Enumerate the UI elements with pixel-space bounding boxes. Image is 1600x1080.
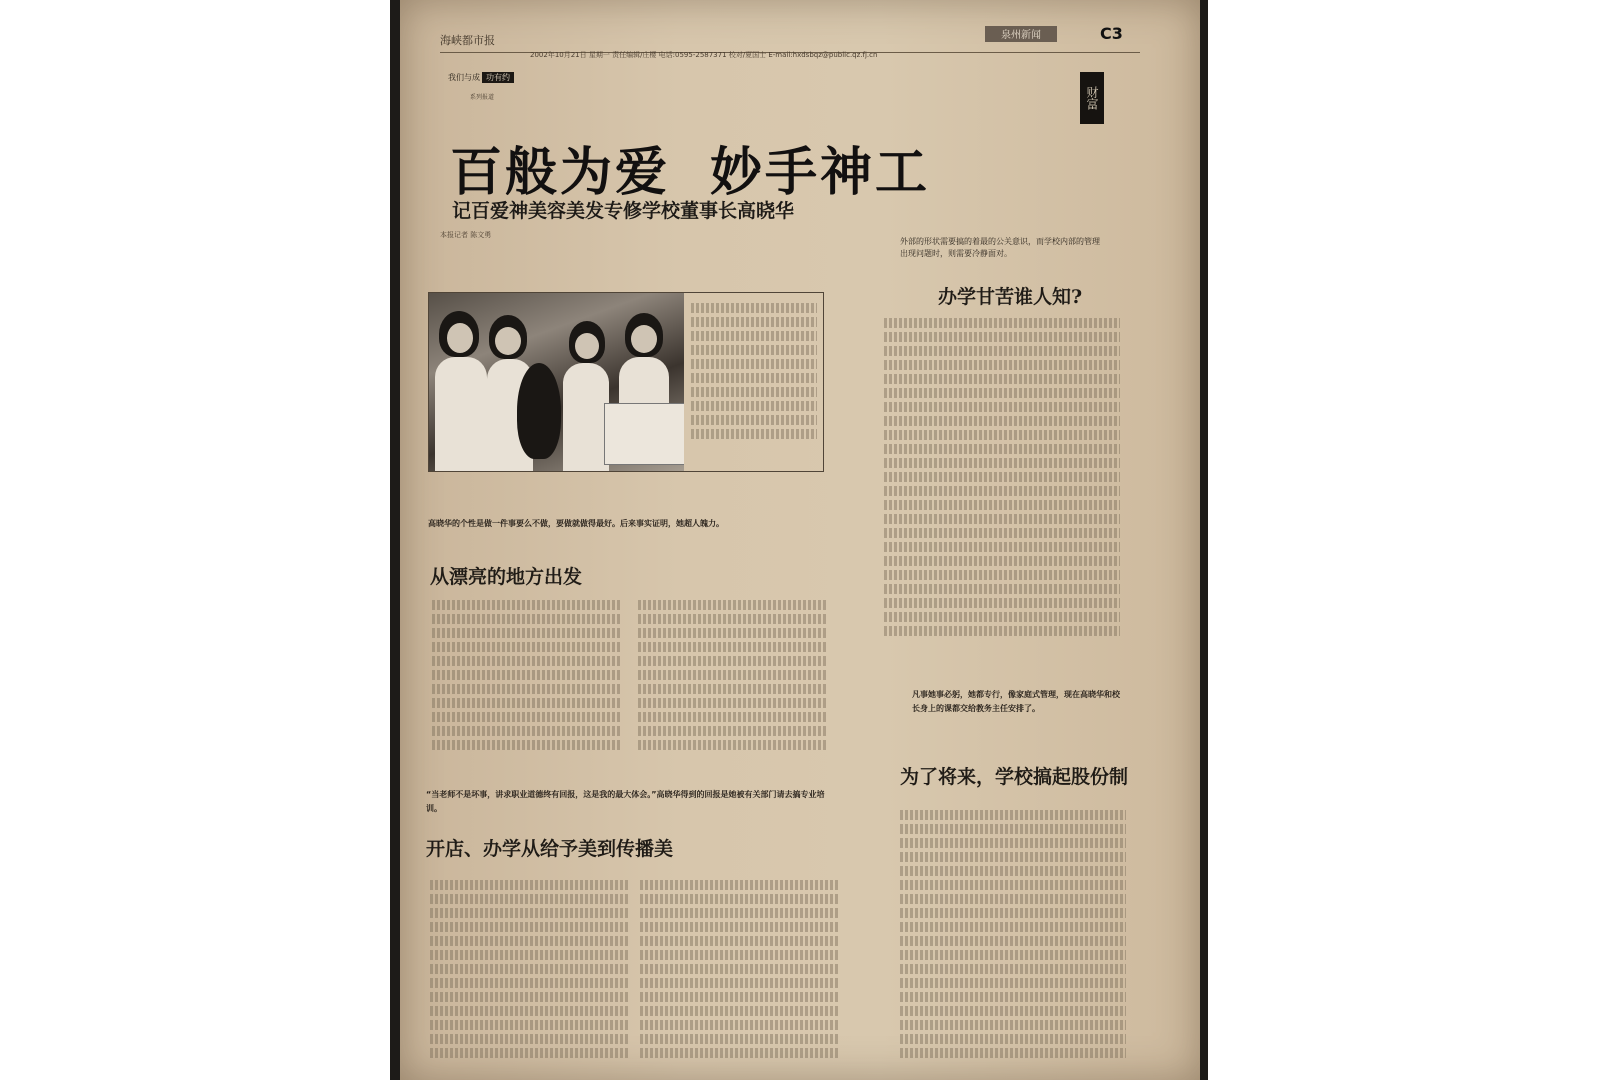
masthead-info: 2002年10月21日 星期一 责任编辑/庄樱 电话:0595-2587371 校对/夏国士 E-mail:hxdsbqz@public.qz.fj.cn bbox=[530, 51, 878, 59]
section-heading-1: 从漂亮的地方出发 bbox=[430, 566, 583, 588]
page-code: C3 bbox=[1100, 24, 1123, 43]
body-text-col-1 bbox=[432, 600, 622, 760]
photo-caption-lines bbox=[691, 303, 817, 443]
section-heading-2: 开店、办学从给予美到传播美 bbox=[426, 838, 674, 860]
column-tag bbox=[448, 72, 514, 83]
headline-right: 妙手神工 bbox=[710, 142, 931, 203]
column-tag-prefix: 我们与成 bbox=[448, 73, 480, 82]
column-tag-inverse: 功有约 bbox=[482, 72, 514, 83]
pull-quote-3: 凡事她事必躬，她都专行，像家庭式管理，现在高晓华和校长身上的课都交给教务主任安排了。 bbox=[912, 690, 1120, 713]
body-text-col-4 bbox=[640, 880, 840, 1070]
body-text-col-3 bbox=[430, 880, 630, 1070]
masthead bbox=[440, 22, 1140, 59]
subheadline: 记百爱神美容美发专修学校董事长高晓华 bbox=[452, 200, 795, 222]
article-photo bbox=[429, 293, 684, 471]
photo-box bbox=[428, 292, 824, 472]
newspaper-logo: 海峡都市报 bbox=[440, 34, 495, 47]
section-heading-4: 为了将来，学校搞起股份制 bbox=[900, 766, 1129, 788]
intro-text: 外部的形状需要搞的着最的公关意识，而学校内部的管理出现问题时，则需要冷静面对。 bbox=[900, 237, 1100, 258]
body-text-col-5 bbox=[884, 318, 1120, 658]
newspaper-page bbox=[400, 0, 1200, 1080]
body-text-col-6 bbox=[900, 810, 1126, 1070]
pull-quote-2: “当老师不是坏事，讲求职业道德终有回报，这是我的最大体会。”高晓华得到的回报是她被有关部门请去搞专业培训。 bbox=[426, 790, 825, 813]
body-text-col-2 bbox=[638, 600, 828, 760]
headline-left: 百般为爱 bbox=[450, 142, 671, 203]
headline bbox=[450, 130, 930, 205]
column-tab: 财富 bbox=[1080, 72, 1104, 124]
pull-quote-1: 高晓华的个性是做一件事要么不做，要做就做得最好。后来事实证明，她超人魄力。 bbox=[428, 519, 724, 528]
section-heading-3: 办学甘苦谁人知? bbox=[938, 286, 1083, 308]
section-label: 泉州新闻 bbox=[985, 26, 1057, 42]
byline: 本报记者 陈文勇 bbox=[440, 231, 492, 239]
photo-caption-area bbox=[691, 303, 817, 443]
column-subtitle: 系列报道 bbox=[470, 94, 495, 101]
